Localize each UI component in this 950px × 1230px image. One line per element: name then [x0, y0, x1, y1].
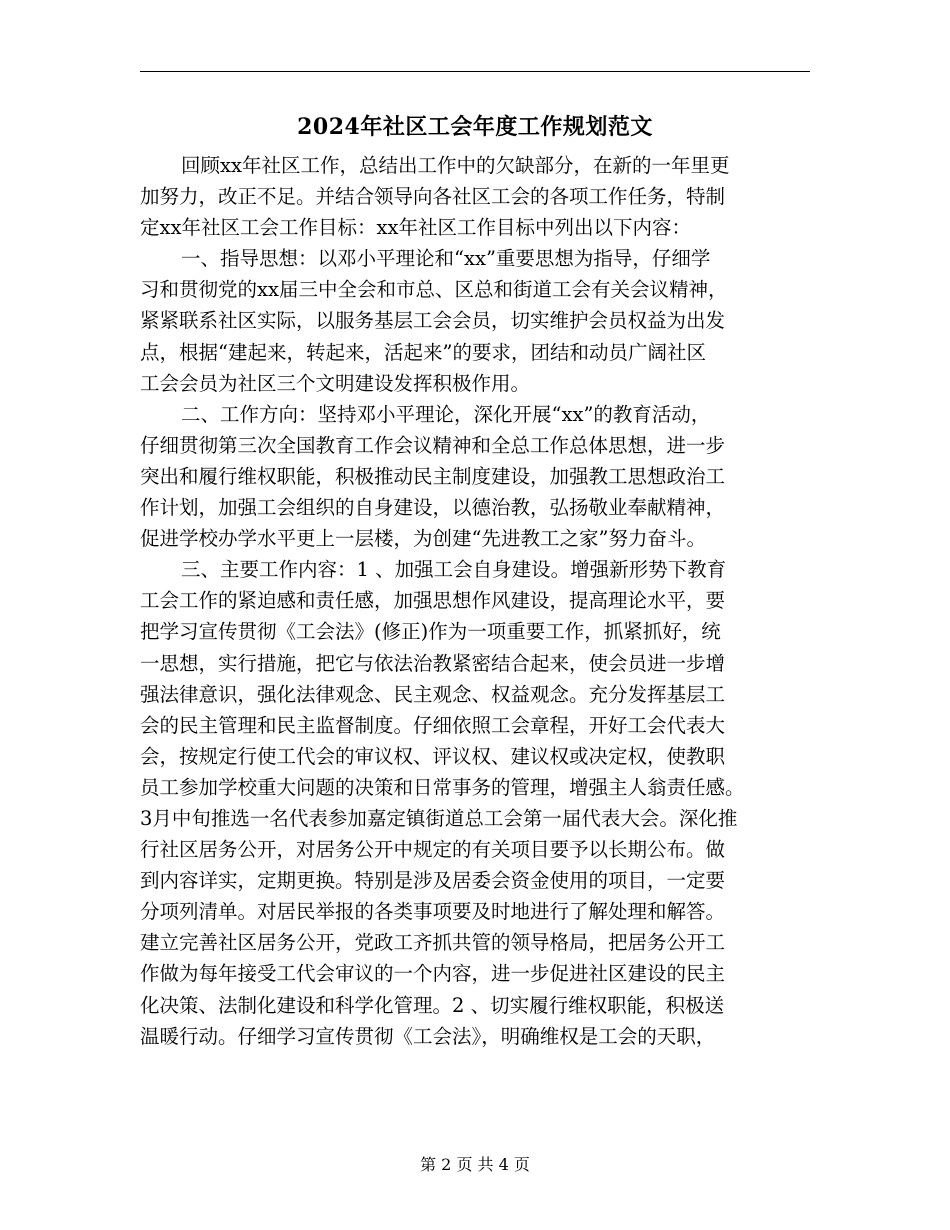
- text-line: 点，根据“建起来，转起来，活起来”的要求，团结和动员广阔社区: [140, 340, 706, 364]
- text-line: 行社区居务公开，对居务公开中规定的有关项目要予以长期公布。做: [140, 838, 726, 862]
- document-title: 2024年社区工会年度工作规划范文: [297, 114, 653, 140]
- text-line: 作做为每年接受工代会审议的一个内容，进一步促进社区建设的民主: [140, 962, 726, 986]
- text-line: 加努力，改正不足。并结合领导向各社区工会的各项工作任务，特制: [140, 185, 726, 209]
- text-line: 三、主要工作内容：1 、加强工会自身建设。增强新形势下教育: [181, 558, 727, 582]
- text-line: 工会工作的紧迫感和责任感，加强思想作风建设，提高理论水平，要: [140, 589, 726, 613]
- text-line: 工会会员为社区三个文明建设发挥积极作用。: [140, 371, 531, 395]
- text-line: 促进学校办学水平更上一层楼，为创建“先进教工之家”努力奋斗。: [140, 527, 706, 551]
- text-line: 一思想，实行措施，把它与依法治教紧密结合起来，使会员进一步增: [140, 651, 726, 675]
- text-line: 把学习宣传贯彻《工会法》(修正)作为一项重要工作，抓紧抓好，统: [140, 620, 721, 644]
- text-line: 作计划，加强工会组织的自身建设，以德治教，弘扬敬业奉献精神，: [140, 496, 726, 520]
- text-line: 强法律意识，强化法律观念、民主观念、权益观念。充分发挥基层工: [140, 682, 726, 706]
- text-line: 到内容详实，定期更换。特别是涉及居委会资金使用的项目，一定要: [140, 869, 726, 893]
- text-line: 化决策、法制化建设和科学化管理。2 、切实履行维权职能，积极送: [140, 993, 725, 1017]
- document-body: [140, 150, 820, 1052]
- text-line: 二、工作方向：坚持邓小平理论，深化开展“xx”的教育活动，: [181, 402, 711, 426]
- header-rule: [140, 71, 810, 72]
- text-line: 温暖行动。仔细学习宣传贯彻《工会法》，明确维权是工会的天职，: [140, 1024, 716, 1048]
- text-line: 建立完善社区居务公开，党政工齐抓共管的领导格局，把居务公开工: [140, 931, 726, 955]
- text-line: 突出和履行维权职能，积极推动民主制度建设，加强教工思想政治工: [140, 464, 726, 488]
- text-line: 一、指导思想：以邓小平理论和“xx”重要思想为指导，仔细学: [181, 247, 711, 271]
- page-number-footer: 第 2 页 共 4 页: [420, 1155, 530, 1174]
- text-line: 紧紧联系社区实际，以服务基层工会会员，切实维护会员权益为出发: [140, 309, 726, 333]
- text-line: 定xx年社区工会工作目标：xx年社区工作目标中列出以下内容：: [140, 216, 691, 240]
- text-line: 仔细贯彻第三次全国教育工作会议精神和全总工作总体思想，进一步: [140, 433, 726, 457]
- text-line: 习和贯彻党的xx届三中全会和市总、区总和街道工会有关会议精神，: [140, 278, 728, 302]
- text-line: 会的民主管理和民主监督制度。仔细依照工会章程，开好工会代表大: [140, 713, 726, 737]
- text-line: 分项列清单。对居民举报的各类事项要及时地进行了解处理和解答。: [140, 900, 726, 924]
- text-line: 会，按规定行使工代会的审议权、评议权、建议权或决定权，使教职: [140, 744, 726, 768]
- paragraph: [140, 399, 820, 554]
- text-line: 回顾xx年社区工作，总结出工作中的欠缺部分，在新的一年里更: [181, 154, 730, 177]
- text-line: 员工参加学校重大问题的决策和日常事务的管理，增强主人翁责任感。: [140, 775, 745, 799]
- paragraph: [140, 150, 820, 243]
- text-line: 3月中旬推选一名代表参加嘉定镇街道总工会第一届代表大会。深化推: [140, 806, 738, 830]
- paragraph: [140, 243, 820, 398]
- paragraph: [140, 554, 820, 1052]
